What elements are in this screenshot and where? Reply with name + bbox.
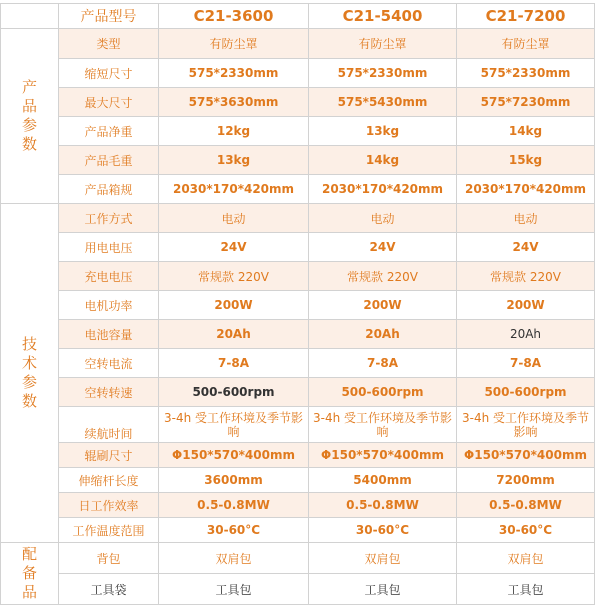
row-label: 充电电压 bbox=[59, 262, 159, 291]
cell-value: 30-60°C bbox=[309, 518, 457, 543]
cell-value: 7-8A bbox=[159, 349, 309, 378]
table-row bbox=[1, 233, 595, 262]
header-row bbox=[1, 4, 595, 29]
table-row bbox=[1, 29, 595, 59]
cell-value: 7200mm bbox=[457, 468, 595, 493]
row-label: 辊刷尺寸 bbox=[59, 443, 159, 468]
row-label: 空转转速 bbox=[59, 378, 159, 407]
table-row bbox=[1, 518, 595, 543]
cell-value: 0.5-0.8MW bbox=[309, 493, 457, 518]
table-row bbox=[1, 175, 595, 204]
table-row bbox=[1, 117, 595, 146]
cell-value: 工具包 bbox=[159, 574, 309, 605]
section-title-accessories: 配 备 品 bbox=[1, 543, 59, 605]
cell-value: 200W bbox=[457, 291, 595, 320]
cell-value: 575*2330mm bbox=[309, 59, 457, 88]
cell-value: 20Ah bbox=[309, 320, 457, 349]
table-row bbox=[1, 543, 595, 574]
cell-value: 有防尘罩 bbox=[309, 29, 457, 59]
row-label: 电机功率 bbox=[59, 291, 159, 320]
cell-value: 20Ah bbox=[159, 320, 309, 349]
table-row bbox=[1, 262, 595, 291]
row-label: 工具袋 bbox=[59, 574, 159, 605]
spec-table bbox=[0, 3, 595, 605]
cell-value: 0.5-0.8MW bbox=[159, 493, 309, 518]
section-title-technical: 技 术 参 数 bbox=[1, 204, 59, 543]
table-row bbox=[1, 349, 595, 378]
cell-value: 500-600rpm bbox=[159, 378, 309, 407]
cell-value: 30-60°C bbox=[457, 518, 595, 543]
cell-value: 575*2330mm bbox=[457, 59, 595, 88]
section-title-product: 产 品 参 数 bbox=[1, 29, 59, 204]
cell-value: 15kg bbox=[457, 146, 595, 175]
cell-value: 常规款 220V bbox=[309, 262, 457, 291]
cell-value: 14kg bbox=[457, 117, 595, 146]
table-row bbox=[1, 443, 595, 468]
table-row bbox=[1, 493, 595, 518]
row-label: 伸缩杆长度 bbox=[59, 468, 159, 493]
cell-value: 575*2330mm bbox=[159, 59, 309, 88]
cell-value: 有防尘罩 bbox=[457, 29, 595, 59]
row-label: 最大尺寸 bbox=[59, 88, 159, 117]
row-label: 工作方式 bbox=[59, 204, 159, 233]
cell-value: 双肩包 bbox=[457, 543, 595, 574]
cell-value: Φ150*570*400mm bbox=[309, 443, 457, 468]
cell-value: 工具包 bbox=[457, 574, 595, 605]
row-label: 产品净重 bbox=[59, 117, 159, 146]
cell-value: 200W bbox=[159, 291, 309, 320]
header-corner bbox=[1, 4, 59, 29]
cell-value: 575*5430mm bbox=[309, 88, 457, 117]
table-row bbox=[1, 407, 595, 443]
cell-value: 5400mm bbox=[309, 468, 457, 493]
table-row bbox=[1, 574, 595, 605]
cell-value: 30-60°C bbox=[159, 518, 309, 543]
table-row bbox=[1, 468, 595, 493]
row-label: 产品毛重 bbox=[59, 146, 159, 175]
row-label: 空转电流 bbox=[59, 349, 159, 378]
cell-value: 3-4h 受工作环境及季节影响 bbox=[457, 407, 595, 443]
table-row bbox=[1, 59, 595, 88]
cell-value: 12kg bbox=[159, 117, 309, 146]
cell-value: 电动 bbox=[159, 204, 309, 233]
cell-value: 工具包 bbox=[309, 574, 457, 605]
cell-value: 500-600rpm bbox=[457, 378, 595, 407]
model-name: C21-3600 bbox=[159, 4, 309, 29]
cell-value: 13kg bbox=[159, 146, 309, 175]
header-label: 产品型号 bbox=[59, 4, 159, 29]
cell-value: 575*3630mm bbox=[159, 88, 309, 117]
cell-value: 24V bbox=[309, 233, 457, 262]
cell-value: 0.5-0.8MW bbox=[457, 493, 595, 518]
cell-value: 3-4h 受工作环境及季节影响 bbox=[159, 407, 309, 443]
row-label: 日工作效率 bbox=[59, 493, 159, 518]
cell-value: 20Ah bbox=[457, 320, 595, 349]
cell-value: 7-8A bbox=[457, 349, 595, 378]
row-label: 工作温度范围 bbox=[59, 518, 159, 543]
cell-value: 575*7230mm bbox=[457, 88, 595, 117]
table-row bbox=[1, 204, 595, 233]
cell-value: 3-4h 受工作环境及季节影响 bbox=[309, 407, 457, 443]
row-label: 电池容量 bbox=[59, 320, 159, 349]
row-label: 类型 bbox=[59, 29, 159, 59]
cell-value: 14kg bbox=[309, 146, 457, 175]
row-label: 续航时间 bbox=[59, 407, 159, 443]
table-row bbox=[1, 378, 595, 407]
cell-value: 24V bbox=[159, 233, 309, 262]
cell-value: 200W bbox=[309, 291, 457, 320]
row-label: 用电电压 bbox=[59, 233, 159, 262]
table-row bbox=[1, 320, 595, 349]
row-label: 产品箱规 bbox=[59, 175, 159, 204]
cell-value: Φ150*570*400mm bbox=[457, 443, 595, 468]
cell-value: Φ150*570*400mm bbox=[159, 443, 309, 468]
table-row bbox=[1, 291, 595, 320]
cell-value: 2030*170*420mm bbox=[309, 175, 457, 204]
cell-value: 电动 bbox=[309, 204, 457, 233]
cell-value: 500-600rpm bbox=[309, 378, 457, 407]
model-name: C21-7200 bbox=[457, 4, 595, 29]
table-row bbox=[1, 146, 595, 175]
row-label: 背包 bbox=[59, 543, 159, 574]
cell-value: 2030*170*420mm bbox=[159, 175, 309, 204]
cell-value: 7-8A bbox=[309, 349, 457, 378]
table-row bbox=[1, 88, 595, 117]
row-label: 缩短尺寸 bbox=[59, 59, 159, 88]
cell-value: 有防尘罩 bbox=[159, 29, 309, 59]
cell-value: 常规款 220V bbox=[457, 262, 595, 291]
cell-value: 3600mm bbox=[159, 468, 309, 493]
cell-value: 常规款 220V bbox=[159, 262, 309, 291]
cell-value: 双肩包 bbox=[309, 543, 457, 574]
cell-value: 24V bbox=[457, 233, 595, 262]
cell-value: 13kg bbox=[309, 117, 457, 146]
cell-value: 电动 bbox=[457, 204, 595, 233]
cell-value: 双肩包 bbox=[159, 543, 309, 574]
cell-value: 2030*170*420mm bbox=[457, 175, 595, 204]
model-name: C21-5400 bbox=[309, 4, 457, 29]
